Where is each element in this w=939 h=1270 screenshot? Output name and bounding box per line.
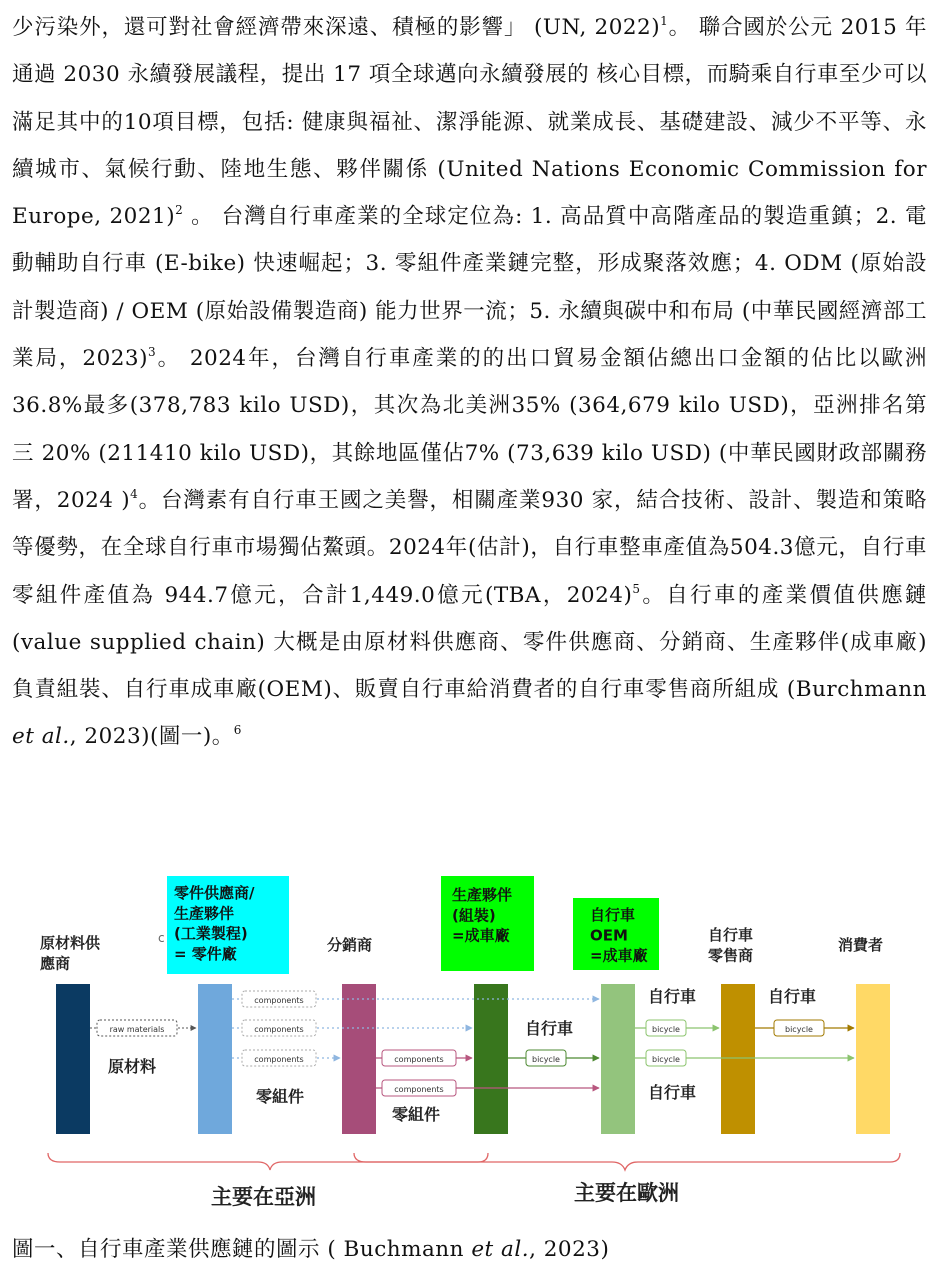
footnote-marker: 2: [175, 203, 184, 218]
bar-parts-supplier: [198, 984, 232, 1134]
footnote-marker: 3: [148, 345, 157, 360]
label-bike-oem-bottom: 自行車: [648, 1083, 697, 1102]
tag-components-4-text: components: [394, 1055, 444, 1064]
figure-caption: [12, 1232, 609, 1263]
header-line: 消費者: [838, 936, 884, 954]
region-europe-label: 主要在歐洲: [574, 1181, 679, 1205]
tag-bicycle-1-text: bicycle: [532, 1055, 560, 1064]
header-line: (組裝): [452, 906, 496, 925]
header-line: =成車廠: [452, 926, 510, 945]
region-asia-label: 主要在亞洲: [211, 1185, 316, 1209]
tag-bicycle-2-text: bicycle: [652, 1025, 680, 1034]
header-line: OEM: [590, 926, 628, 945]
header-line: 生產夥伴: [174, 904, 235, 923]
header-distributor: [327, 936, 372, 954]
header-line: 應商: [40, 954, 71, 973]
brace-europe: [354, 1153, 900, 1170]
header-line: 原材料供: [40, 934, 101, 952]
caption-text: 圖一、自行車產業供應鏈的圖示 ( Buchmann: [12, 1237, 472, 1262]
label-bike-mid: 自行車: [525, 1019, 574, 1038]
stray-mark: c: [158, 931, 165, 945]
header-consumer: [838, 936, 883, 954]
tag-raw-materials-text: raw materials: [109, 1025, 165, 1034]
header-line: 生產夥伴: [452, 886, 513, 904]
header-retailer: [708, 926, 753, 964]
footnote-marker: 1: [660, 14, 669, 28]
paragraph-text: 少污染外，還可對社會經濟帶來深遠、積極的影響」 (UN, 2022): [12, 15, 661, 40]
bar-partner: [474, 984, 508, 1134]
paragraph-text: 。台灣素有自行車王國之美譽，相關產業930 家，結合技術、設計、製造和策略等優勢，在全球自行車市場獨佔鰲頭。2024年(估計)，自行車整車產值為504.3億元，自行車零組件產值為 944.7億元，合計1,449.0億元(TBA，2024): [12, 487, 927, 608]
paragraph-text: 。 聯合國於公元 2015 年通過 2030 永續發展議程，提出 17 項全球邁向永續發展的 核心目標，而騎乘自行車至少可以滿足其中的10項目標，包括: 健康與福祉、潔淨能源、就業成長、基礎建設、減少不平等、永續城市、氣候行動、陸地生態、夥伴關係 (United Nations Economic Commission for Europe, 2021): [12, 15, 927, 230]
tag-bicycle-3-text: bicycle: [652, 1055, 680, 1064]
footnote-marker: 5: [632, 581, 641, 596]
tag-bicycle-4-text: bicycle: [785, 1025, 813, 1034]
header-line: (工業製程): [174, 924, 248, 943]
supply-chain-figure: [0, 860, 939, 1220]
citation-italic: et al.: [12, 724, 70, 750]
paragraph-text: , 2023)(圖一)。: [69, 724, 234, 750]
bar-raw-supplier: [56, 984, 90, 1134]
caption-text: , 2023): [529, 1237, 610, 1262]
tag-components-1-text: components: [254, 996, 304, 1005]
footnote-marker: 4: [130, 486, 139, 501]
header-line: 自行車: [708, 926, 754, 944]
tag-components-3-text: components: [254, 1055, 304, 1064]
bar-consumer: [856, 984, 890, 1134]
label-raw-material: 原材料: [108, 1057, 157, 1076]
footnote-marker: 6: [233, 723, 242, 738]
paragraph-text: 。 2024年，台灣自行車產業的的出口貿易金額佔總出口金額的佔比以歐洲36.8%最多(378,783 kilo USD)，其次為北美洲35% (364,679 kilo USD)，亞洲排名第三 20% (211410 kilo USD)，其餘地區僅佔7% (73,639 kilo USD) (中華民國財政部關務署，2024 ): [12, 346, 927, 513]
header-line: =成車廠: [590, 946, 648, 965]
label-parts-2: 零組件: [392, 1105, 441, 1124]
body-paragraph: [12, 4, 927, 761]
bar-distributor: [342, 984, 376, 1134]
header-line: 分銷商: [327, 936, 373, 954]
header-line: 自行車: [590, 906, 636, 924]
caption-italic: et al.: [471, 1237, 530, 1262]
header-line: = 零件廠: [174, 944, 237, 963]
tag-components-5-text: components: [394, 1085, 444, 1094]
header-line: 零件供應商/: [174, 884, 255, 902]
label-bike-oem-top: 自行車: [648, 987, 697, 1006]
paragraph-text: 。自行車的產業價值供應鏈(value supplied chain) 大概是由原材料供應商、零件供應商、分銷商、生產夥伴(成車廠) 負責組裝、自行車成車廠(OEM)、販賣自行車給消費者的自行車零售商所組成 (Burchmann: [12, 582, 927, 703]
header-line: 零售商: [708, 946, 754, 965]
bar-retailer: [721, 984, 755, 1134]
tag-components-2-text: components: [254, 1025, 304, 1034]
label-bike-retail: 自行車: [768, 987, 817, 1006]
header-raw-supplier: [40, 934, 101, 972]
bar-oem: [601, 984, 635, 1134]
label-parts-1: 零組件: [256, 1087, 305, 1106]
paragraph-text: 。 台灣自行車產業的全球定位為: 1. 高品質中高階產品的製造重鎮；2. 電動輔助自行車 (E-bike) 快速崛起；3. 零組件產業鏈完整，形成聚落效應；4. ODM (原始設計製造商) / OEM (原始設備製造商) 能力世界一流；5. 永續與碳中和布局 (中華民國經濟部工業局，2023): [12, 204, 927, 372]
